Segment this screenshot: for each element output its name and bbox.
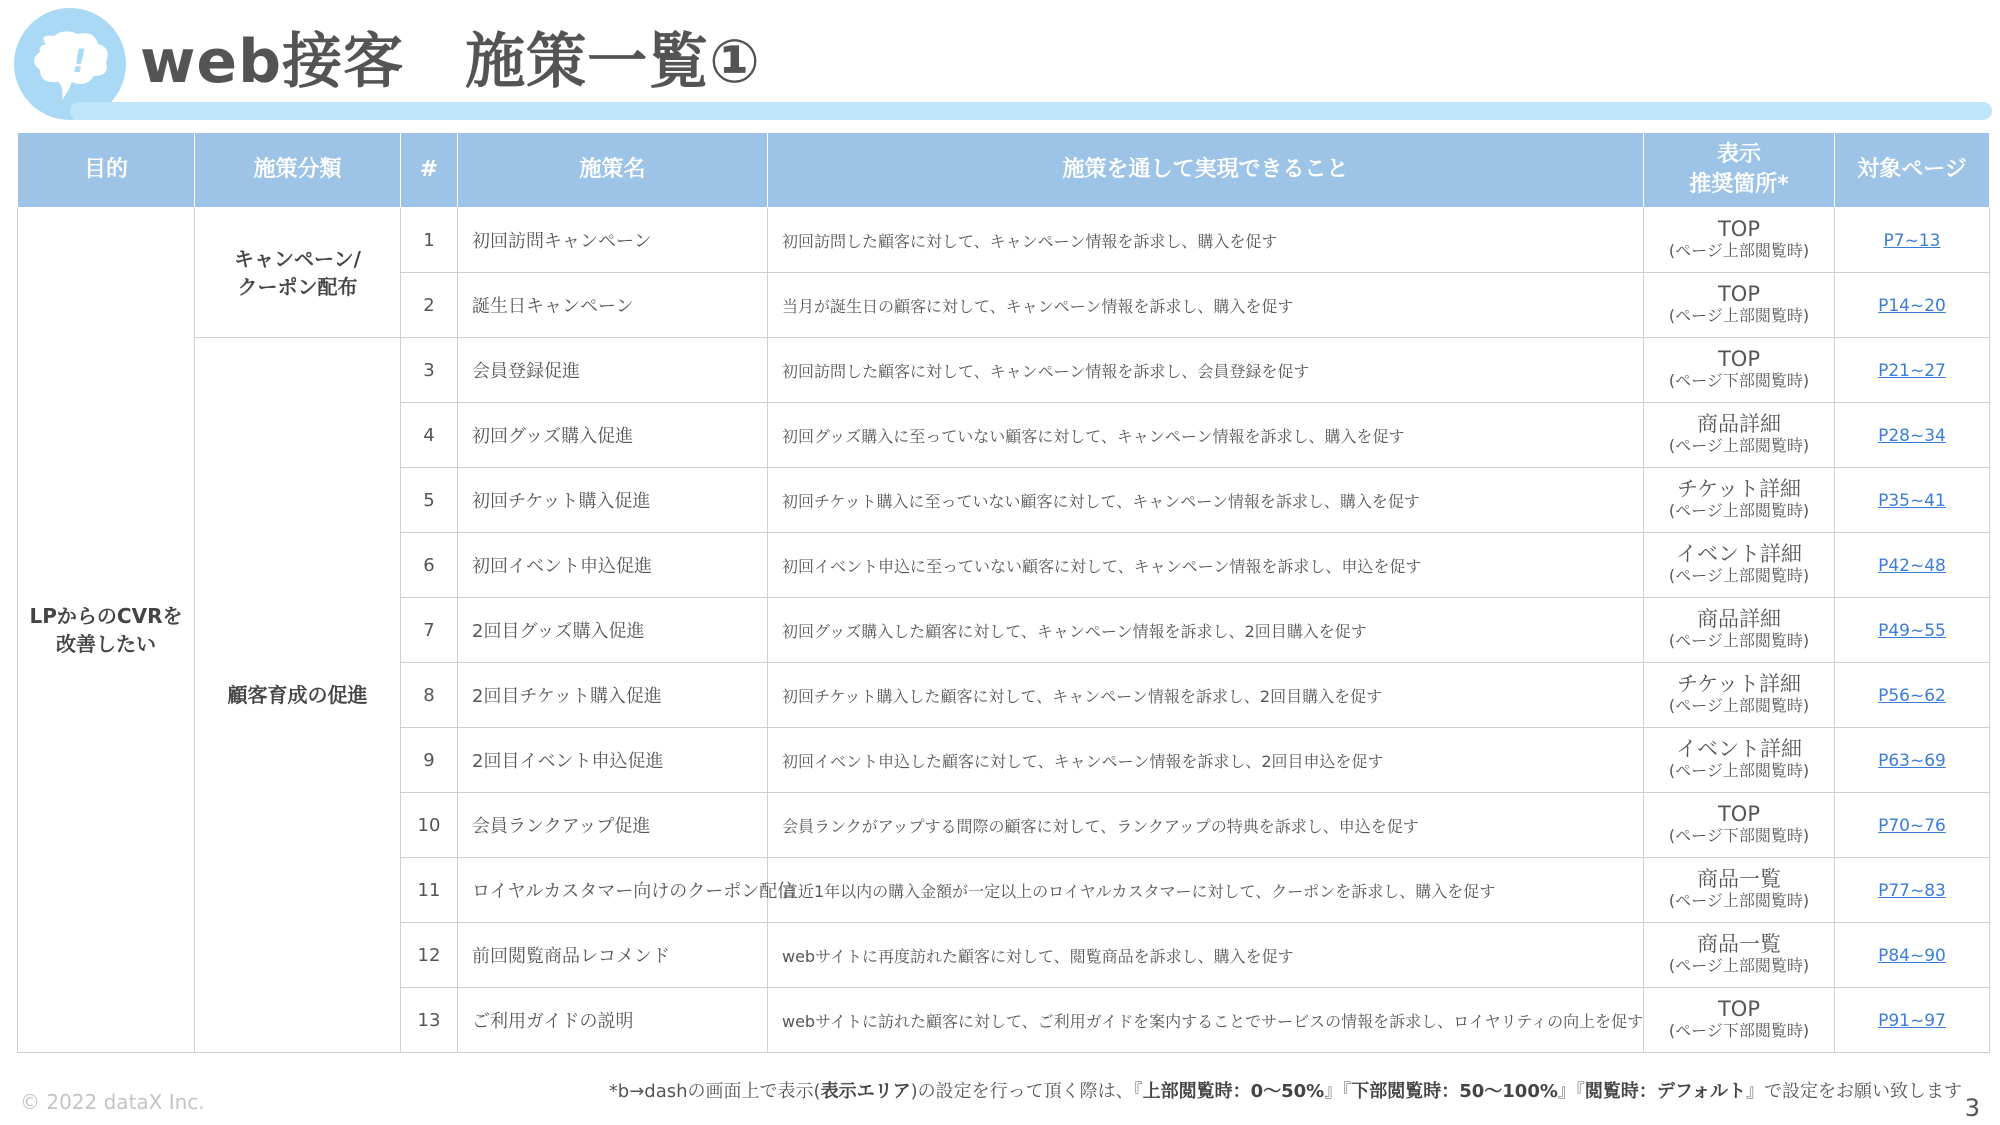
- display-location-sub: (ページ上部閲覧時): [1668, 241, 1810, 260]
- display-location: [1644, 663, 1835, 728]
- measure-name: 2回目チケット購入促進: [458, 663, 768, 728]
- measure-description: webサイトに訪れた顧客に対して、ご利用ガイドを案内することでサービスの情報を訴求し、ロイヤリティの向上を促す: [768, 988, 1644, 1053]
- footnote-part: 』『: [1324, 1081, 1352, 1102]
- measure-name: 2回目イベント申込促進: [458, 728, 768, 793]
- purpose-cell: [18, 208, 195, 1053]
- display-location: [1644, 728, 1835, 793]
- target-page-link[interactable]: P42~48: [1878, 555, 1946, 576]
- display-location: [1644, 923, 1835, 988]
- copyright: © 2022 dataX Inc.: [20, 1090, 205, 1114]
- target-page-link[interactable]: P21~27: [1878, 360, 1946, 381]
- row-number: 10: [401, 793, 458, 858]
- display-location: [1644, 533, 1835, 598]
- display-location-main: 商品詳細: [1697, 412, 1781, 436]
- display-location-sub: (ページ下部閲覧時): [1668, 371, 1810, 390]
- row-number: 3: [401, 338, 458, 403]
- measures-table: [17, 132, 1989, 1053]
- measure-description: 直近1年以内の購入金額が一定以上のロイヤルカスタマーに対して、クーポンを訴求し、購入を促す: [768, 858, 1644, 923]
- display-location: [1644, 468, 1835, 533]
- page-number: 3: [1964, 1094, 1980, 1122]
- measure-name: ご利用ガイドの説明: [458, 988, 768, 1053]
- display-location-sub: (ページ上部閲覧時): [1668, 501, 1810, 520]
- column-header: 施策を通して実現できること: [768, 133, 1644, 208]
- measure-description: 初回グッズ購入に至っていない顧客に対して、キャンペーン情報を訴求し、購入を促す: [768, 403, 1644, 468]
- category-cell: [195, 208, 401, 338]
- display-location-sub: (ページ上部閲覧時): [1668, 631, 1810, 650]
- target-page-link[interactable]: P14~20: [1878, 295, 1946, 316]
- row-number: 12: [401, 923, 458, 988]
- display-location-sub: (ページ上部閲覧時): [1668, 956, 1810, 975]
- row-number: 4: [401, 403, 458, 468]
- display-location-main: チケット詳細: [1676, 672, 1802, 696]
- column-header: 表示 推奨箇所*: [1644, 133, 1835, 208]
- measure-description: 当月が誕生日の顧客に対して、キャンペーン情報を訴求し、購入を促す: [768, 273, 1644, 338]
- display-location: [1644, 598, 1835, 663]
- target-page-cell: [1835, 403, 1990, 468]
- table-body: [18, 208, 1990, 1053]
- table-header-row: [18, 133, 1990, 208]
- footnote-part: 表示エリア: [820, 1081, 911, 1102]
- measure-name: 会員登録促進: [458, 338, 768, 403]
- display-location-sub: (ページ上部閲覧時): [1668, 306, 1810, 325]
- target-page-cell: [1835, 208, 1990, 273]
- display-location: [1644, 338, 1835, 403]
- logo-mark: !: [72, 42, 87, 80]
- display-location: [1644, 273, 1835, 338]
- measure-description: 初回チケット購入に至っていない顧客に対して、キャンペーン情報を訴求し、購入を促す: [768, 468, 1644, 533]
- column-header: #: [401, 133, 458, 208]
- footnote: [609, 1077, 1962, 1103]
- display-location-main: TOP: [1717, 997, 1761, 1021]
- target-page-cell: [1835, 533, 1990, 598]
- display-location-main: TOP: [1717, 282, 1761, 306]
- category-label: キャンペーン/ クーポン配布: [234, 246, 361, 299]
- row-number: 2: [401, 273, 458, 338]
- target-page-cell: [1835, 468, 1990, 533]
- display-location-sub: (ページ下部閲覧時): [1668, 826, 1810, 845]
- footnote-part: 』『: [1557, 1081, 1585, 1102]
- target-page-cell: [1835, 273, 1990, 338]
- category-cell: [195, 338, 401, 1053]
- target-page-link[interactable]: P77~83: [1878, 880, 1946, 901]
- measure-name: ロイヤルカスタマー向けのクーポン配信: [458, 858, 768, 923]
- measure-description: 初回訪問した顧客に対して、キャンペーン情報を訴求し、会員登録を促す: [768, 338, 1644, 403]
- target-page-cell: [1835, 728, 1990, 793]
- footnote-part: 上部閲覧時：0〜50%: [1142, 1081, 1325, 1102]
- target-page-link[interactable]: P70~76: [1878, 815, 1946, 836]
- measure-name: 初回チケット購入促進: [458, 468, 768, 533]
- row-number: 8: [401, 663, 458, 728]
- measure-description: 初回訪問した顧客に対して、キャンペーン情報を訴求し、購入を促す: [768, 208, 1644, 273]
- display-location: [1644, 858, 1835, 923]
- row-number: 1: [401, 208, 458, 273]
- measure-name: 会員ランクアップ促進: [458, 793, 768, 858]
- row-number: 6: [401, 533, 458, 598]
- display-location-main: 商品一覧: [1697, 932, 1781, 956]
- display-location: [1644, 793, 1835, 858]
- display-location-main: イベント詳細: [1676, 737, 1802, 761]
- display-location-main: イベント詳細: [1676, 542, 1802, 566]
- target-page-link[interactable]: P28~34: [1878, 425, 1946, 446]
- measure-name: 2回目グッズ購入促進: [458, 598, 768, 663]
- speech-bubble-exclamation-icon: [28, 30, 112, 102]
- footnote-part: *b→dashの画面上で表示(: [608, 1081, 821, 1102]
- row-number: 13: [401, 988, 458, 1053]
- display-location-main: チケット詳細: [1676, 477, 1802, 501]
- display-location-sub: (ページ上部閲覧時): [1668, 436, 1810, 455]
- footnote-part: 閲覧時：デフォルト: [1584, 1081, 1746, 1102]
- column-header: 目的: [18, 133, 195, 208]
- target-page-link[interactable]: P91~97: [1878, 1010, 1946, 1031]
- display-location-main: TOP: [1717, 217, 1761, 241]
- display-location: [1644, 208, 1835, 273]
- measure-description: 初回イベント申込した顧客に対して、キャンペーン情報を訴求し、2回目申込を促す: [768, 728, 1644, 793]
- measure-description: 初回チケット購入した顧客に対して、キャンペーン情報を訴求し、2回目購入を促す: [768, 663, 1644, 728]
- target-page-link[interactable]: P7~13: [1883, 230, 1941, 251]
- display-location-sub: (ページ上部閲覧時): [1668, 891, 1810, 910]
- target-page-cell: [1835, 663, 1990, 728]
- target-page-cell: [1835, 923, 1990, 988]
- display-location-sub: (ページ下部閲覧時): [1668, 1021, 1810, 1040]
- measure-description: 初回グッズ購入した顧客に対して、キャンペーン情報を訴求し、2回目購入を促す: [768, 598, 1644, 663]
- footnote-part: 下部閲覧時：50〜100%: [1351, 1081, 1558, 1102]
- table-row: [18, 338, 1990, 403]
- display-location: [1644, 988, 1835, 1053]
- target-page-link[interactable]: P35~41: [1878, 490, 1946, 511]
- footnote-part: )の設定を行って頂く際は、『: [910, 1081, 1143, 1102]
- target-page-cell: [1835, 988, 1990, 1053]
- purpose-label: LPからのCVRを 改善したい: [29, 604, 183, 656]
- row-number: 5: [401, 468, 458, 533]
- display-location-main: TOP: [1717, 347, 1761, 371]
- measure-name: 初回グッズ購入促進: [458, 403, 768, 468]
- column-header: 施策名: [458, 133, 768, 208]
- measure-name: 初回イベント申込促進: [458, 533, 768, 598]
- target-page-link[interactable]: P49~55: [1878, 620, 1946, 641]
- measure-name: 初回訪問キャンペーン: [458, 208, 768, 273]
- category-label: 顧客育成の促進: [227, 683, 368, 707]
- measure-name: 前回閲覧商品レコメンド: [458, 923, 768, 988]
- table-row: [18, 208, 1990, 273]
- display-location-sub: (ページ上部閲覧時): [1668, 566, 1810, 585]
- display-location-main: 商品一覧: [1697, 867, 1781, 891]
- target-page-cell: [1835, 338, 1990, 403]
- target-page-cell: [1835, 793, 1990, 858]
- display-location: [1644, 403, 1835, 468]
- page-title: web接客 施策一覧①: [140, 27, 761, 97]
- measure-description: 会員ランクがアップする間際の顧客に対して、ランクアップの特典を訴求し、申込を促す: [768, 793, 1644, 858]
- display-location-sub: (ページ上部閲覧時): [1668, 761, 1810, 780]
- display-location-sub: (ページ上部閲覧時): [1668, 696, 1810, 715]
- column-header: 対象ページ: [1835, 133, 1990, 208]
- display-location-main: TOP: [1717, 802, 1761, 826]
- column-header: 施策分類: [195, 133, 401, 208]
- measure-description: 初回イベント申込に至っていない顧客に対して、キャンペーン情報を訴求し、申込を促す: [768, 533, 1644, 598]
- display-location-main: 商品詳細: [1697, 607, 1781, 631]
- target-page-cell: [1835, 858, 1990, 923]
- measure-description: webサイトに再度訪れた顧客に対して、閲覧商品を訴求し、購入を促す: [768, 923, 1644, 988]
- row-number: 7: [401, 598, 458, 663]
- target-page-link[interactable]: P63~69: [1878, 750, 1946, 771]
- target-page-cell: [1835, 598, 1990, 663]
- title-underline-bar: [70, 102, 1992, 120]
- footnote-part: 』で設定をお願い致します: [1746, 1081, 1962, 1102]
- target-page-link[interactable]: P84~90: [1878, 945, 1946, 966]
- target-page-link[interactable]: P56~62: [1878, 685, 1946, 706]
- measure-name: 誕生日キャンペーン: [458, 273, 768, 338]
- row-number: 9: [401, 728, 458, 793]
- row-number: 11: [401, 858, 458, 923]
